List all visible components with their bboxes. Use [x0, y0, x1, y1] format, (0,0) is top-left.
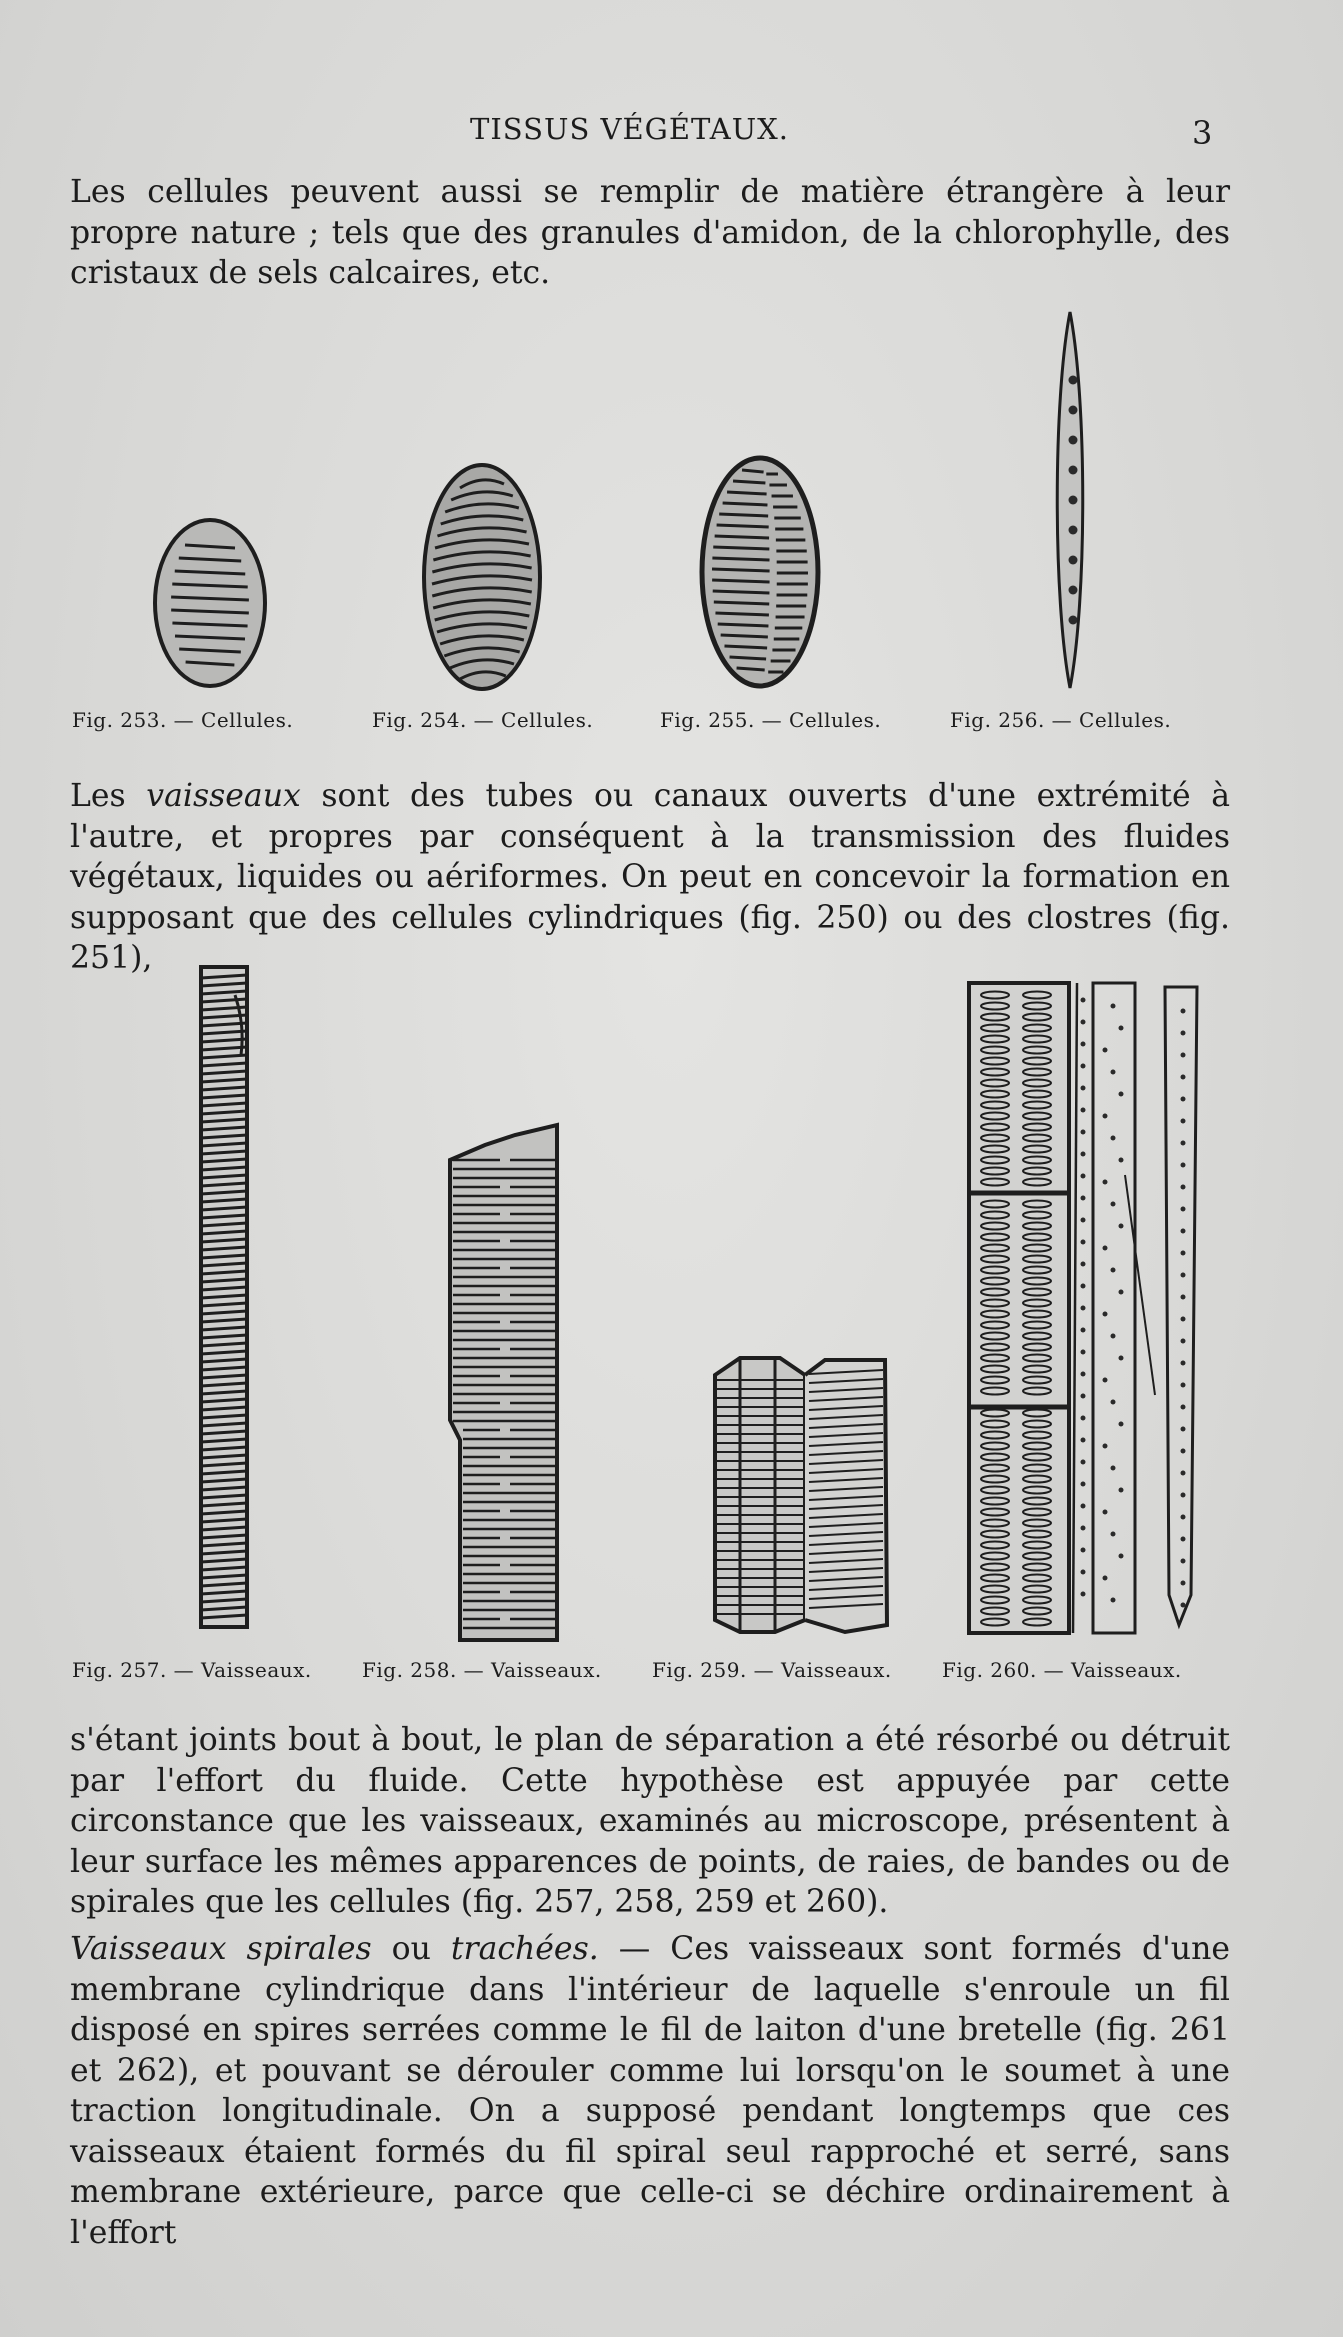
- fig-253-caption: Fig. 253. — Cellules.: [72, 708, 294, 732]
- fig-257-illustration: [195, 965, 255, 1630]
- paragraph-4-mid: ou: [371, 1931, 451, 1967]
- paragraph-2-lead: Les: [70, 778, 147, 814]
- paragraph-2: [70, 776, 1230, 979]
- paragraph-1: Les cellules peuvent aussi se remplir de matière étrangère à leur propre nature ; tels que des granules d'amidon, de la chlorophylle, des cristaux de sels calcaires, etc.: [70, 174, 1230, 291]
- fig-254-illustration: [420, 460, 545, 695]
- paragraph-2-rest: sont des tubes ou canaux ouverts d'une extrémité à l'autre, et propres par conséquent à la transmission des fluides végétaux, liquides ou aériformes. On peut en concevoir la formation en supposant que des cellules cylindriques (fig. 250) ou des clostres (fig. 251),: [70, 778, 1230, 976]
- term-trachees: trachées.: [450, 1931, 599, 1967]
- fig-255-illustration: [698, 452, 823, 692]
- fig-259-caption: Fig. 259. — Vaisseaux.: [652, 1658, 892, 1682]
- fig-258-illustration: [445, 1120, 565, 1650]
- fig-260-caption: Fig. 260. — Vaisseaux.: [942, 1658, 1182, 1682]
- fig-253-illustration: [150, 515, 270, 690]
- fig-256-illustration: [1045, 310, 1095, 690]
- paragraph-3: s'étant joints bout à bout, le plan de séparation a été résorbé ou détruit par l'effort du fluide. Cette hypothèse est appuyée par cette circonstance que les vaisseaux, examinés au microscope, présentent à leur surface les mêmes apparences de points, de raies, de bandes ou de spirales que les cellules (fig. 257, 258, 259 et 260).: [70, 1722, 1230, 1920]
- paragraph-4-rest: — Ces vaisseaux sont formés d'une membrane cylindrique dans l'intérieur de laquelle s'enroule un fil disposé en spires serrées comme le fil de laiton d'une bretelle (fig. 261 et 262), et pouvant se dérouler comme lui lorsqu'on le soumet à une traction longitudinale. On a supposé pendant longtemps que ces vaisseaux étaient formés du fil spiral seul rapproché et serré, sans membrane extérieure, parce que celle-ci se déchire ordinairement à l'effort: [70, 1931, 1230, 2251]
- running-header: [0, 112, 1343, 152]
- fig-258-caption: Fig. 258. — Vaisseaux.: [362, 1658, 602, 1682]
- term-vaisseaux-spirales: Vaisseaux spirales: [70, 1931, 372, 1967]
- paragraph-4: [70, 1929, 1230, 2253]
- page-title: TISSUS VÉGÉTAUX.: [470, 112, 789, 146]
- page-number: 3: [1192, 114, 1214, 152]
- fig-256-caption: Fig. 256. — Cellules.: [950, 708, 1172, 732]
- fig-260-illustration: [965, 975, 1205, 1640]
- fig-257-caption: Fig. 257. — Vaisseaux.: [72, 1658, 312, 1682]
- fig-254-caption: Fig. 254. — Cellules.: [372, 708, 594, 732]
- fig-259-illustration: [705, 1350, 895, 1635]
- fig-255-caption: Fig. 255. — Cellules.: [660, 708, 882, 732]
- term-vaisseaux: vaisseaux: [146, 778, 301, 814]
